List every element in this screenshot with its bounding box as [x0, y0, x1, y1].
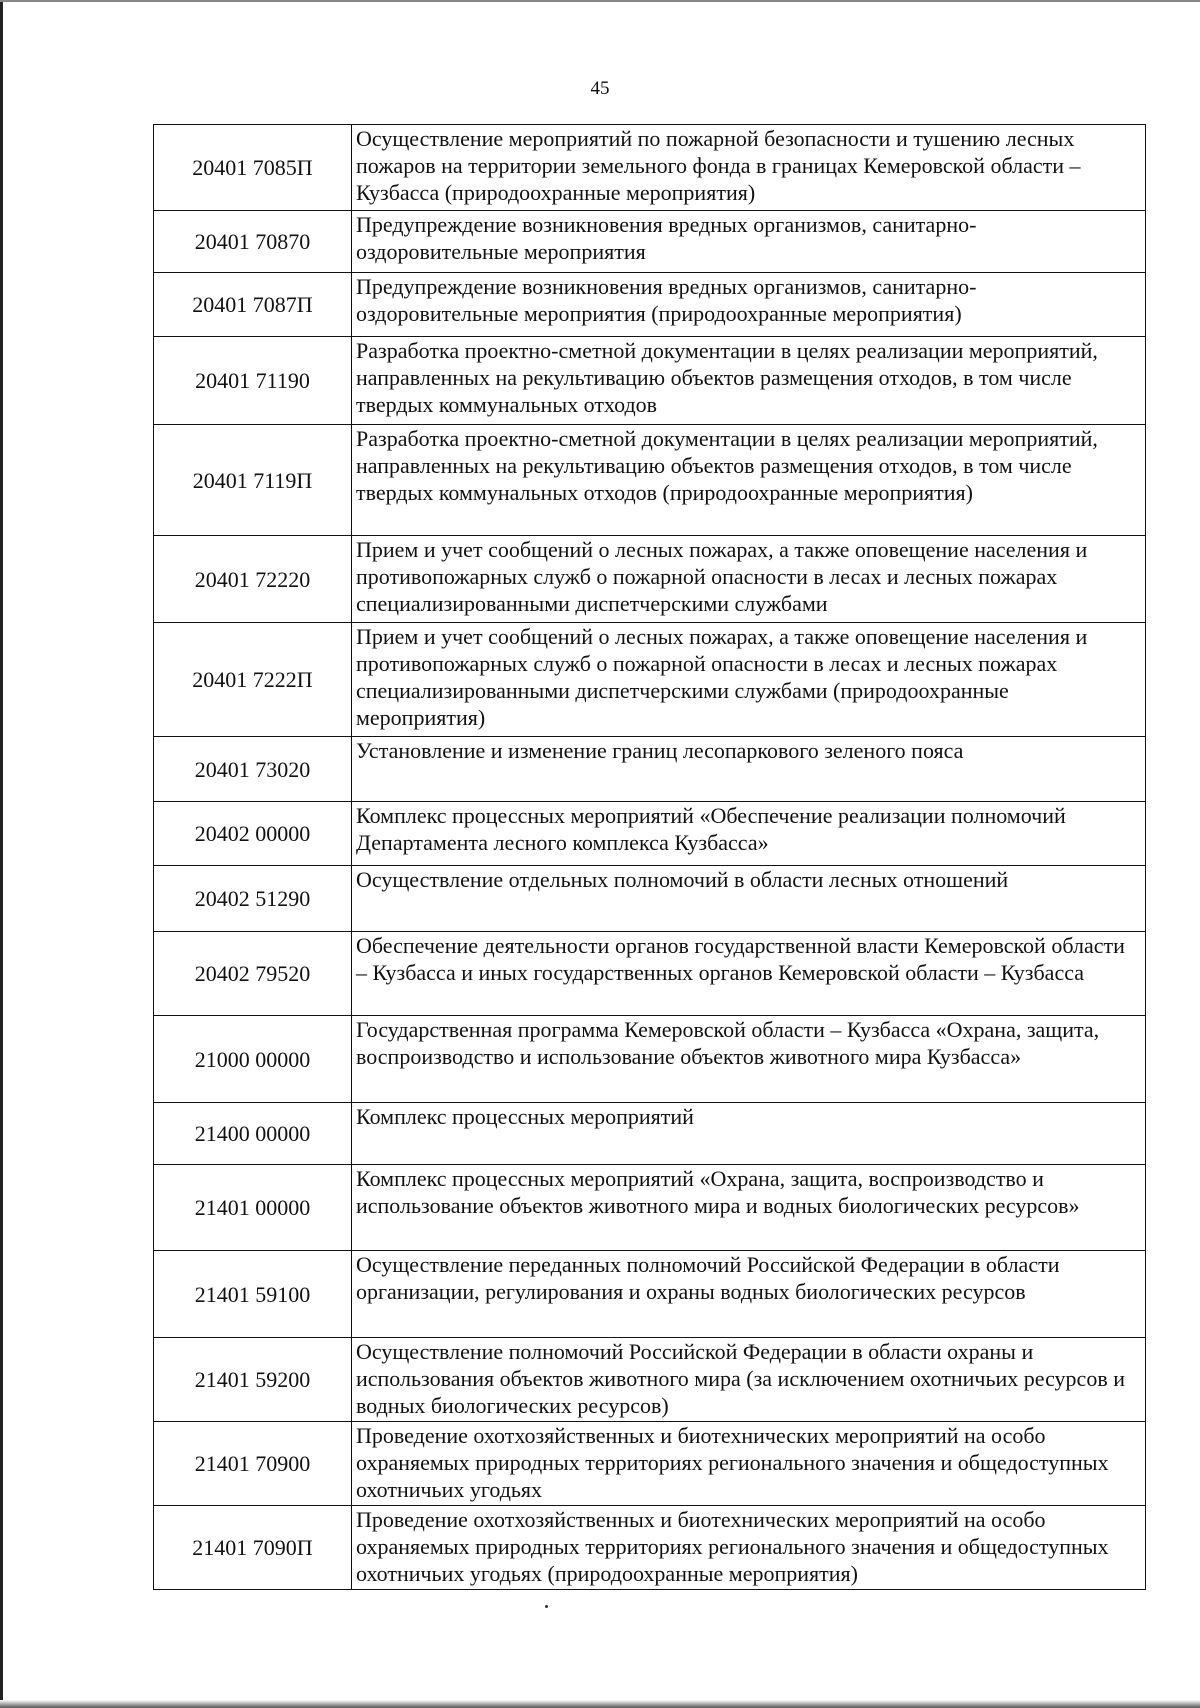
code-cell: 21401 00000	[154, 1165, 352, 1251]
table-row	[154, 211, 1146, 273]
description-cell: Государственная программа Кемеровской области – Кузбасса «Охрана, защита, воспроизводство и использование объектов животного мира Кузбасса»	[352, 1016, 1146, 1103]
code-cell: 21401 70900	[154, 1422, 352, 1506]
description-cell: Осуществление отдельных полномочий в области лесных отношений	[352, 866, 1146, 932]
description-cell: Прием и учет сообщений о лесных пожарах, а также оповещение населения и противопожарных служб о пожарной опасности в лесах и лесных пожарах специализированными диспетчерскими службами (природоохранные мероприятия)	[352, 623, 1146, 737]
scan-speck	[545, 1605, 548, 1608]
description-cell: Комплекс процессных мероприятий «Охрана, защита, воспроизводство и использование объектов животного мира и водных биологических ресурсов»	[352, 1165, 1146, 1251]
code-cell: 20402 00000	[154, 802, 352, 866]
table-row	[154, 1338, 1146, 1422]
description-cell: Проведение охотхозяйственных и биотехнических мероприятий на особо охраняемых природных территориях регионального значения и общедоступных охотничьих угодьях	[352, 1422, 1146, 1506]
description-cell: Комплекс процессных мероприятий	[352, 1103, 1146, 1165]
table-row	[154, 802, 1146, 866]
code-cell: 21401 59200	[154, 1338, 352, 1422]
code-cell: 20401 7085П	[154, 125, 352, 211]
code-cell: 21400 00000	[154, 1103, 352, 1165]
table-row	[154, 1165, 1146, 1251]
code-cell: 20401 7119П	[154, 425, 352, 536]
table-row	[154, 337, 1146, 425]
budget-codes-table	[153, 124, 1146, 1590]
table-row	[154, 1103, 1146, 1165]
scan-edge-left	[0, 0, 3, 1708]
code-cell: 21401 7090П	[154, 1506, 352, 1590]
table-row	[154, 536, 1146, 623]
table-row	[154, 1422, 1146, 1506]
table-row	[154, 866, 1146, 932]
code-cell: 20402 51290	[154, 866, 352, 932]
description-cell: Осуществление мероприятий по пожарной безопасности и тушению лесных пожаров на территории земельного фонда в границах Кемеровской области – Кузбасса (природоохранные мероприятия)	[352, 125, 1146, 211]
description-cell: Прием и учет сообщений о лесных пожарах, а также оповещение населения и противопожарных служб о пожарной опасности в лесах и лесных пожарах специализированными диспетчерскими службами	[352, 536, 1146, 623]
code-cell: 20401 7087П	[154, 273, 352, 337]
code-cell: 20401 71190	[154, 337, 352, 425]
table-row	[154, 623, 1146, 737]
code-cell: 20401 73020	[154, 737, 352, 802]
table-row	[154, 1506, 1146, 1590]
code-cell: 20401 7222П	[154, 623, 352, 737]
table-row	[154, 425, 1146, 536]
table-row	[154, 273, 1146, 337]
table-row	[154, 1251, 1146, 1338]
table-row	[154, 932, 1146, 1016]
description-cell: Разработка проектно-сметной документации в целях реализации мероприятий, направленных на рекультивацию объектов размещения отходов, в том числе твердых коммунальных отходов	[352, 337, 1146, 425]
code-cell: 20401 72220	[154, 536, 352, 623]
table-row	[154, 737, 1146, 802]
description-cell: Предупреждение возникновения вредных организмов, санитарно-оздоровительные мероприятия	[352, 211, 1146, 273]
table-row	[154, 1016, 1146, 1103]
table-row	[154, 125, 1146, 211]
description-cell: Обеспечение деятельности органов государственной власти Кемеровской области – Кузбасса и иных государственных органов Кемеровской области – Кузбасса	[352, 932, 1146, 1016]
code-cell: 20402 79520	[154, 932, 352, 1016]
description-cell: Установление и изменение границ лесопаркового зеленого пояса	[352, 737, 1146, 802]
code-cell: 20401 70870	[154, 211, 352, 273]
scan-edge-top	[0, 0, 1200, 2]
description-cell: Разработка проектно-сметной документации в целях реализации мероприятий, направленных на рекультивацию объектов размещения отходов, в том числе твердых коммунальных отходов (природоохранные мероприятия)	[352, 425, 1146, 536]
scan-edge-bottom	[0, 1700, 1200, 1708]
description-cell: Комплекс процессных мероприятий «Обеспечение реализации полномочий Департамента лесного комплекса Кузбасса»	[352, 802, 1146, 866]
code-cell: 21401 59100	[154, 1251, 352, 1338]
code-cell: 21000 00000	[154, 1016, 352, 1103]
description-cell: Проведение охотхозяйственных и биотехнических мероприятий на особо охраняемых природных территориях регионального значения и общедоступных охотничьих угодьях (природоохранные мероприятия)	[352, 1506, 1146, 1590]
page-number: 45	[590, 78, 610, 99]
description-cell: Предупреждение возникновения вредных организмов, санитарно-оздоровительные мероприятия (природоохранные мероприятия)	[352, 273, 1146, 337]
description-cell: Осуществление полномочий Российской Федерации в области охраны и использования объектов животного мира (за исключением охотничьих ресурсов и водных биологических ресурсов)	[352, 1338, 1146, 1422]
description-cell: Осуществление переданных полномочий Российской Федерации в области организации, регулирования и охраны водных биологических ресурсов	[352, 1251, 1146, 1338]
